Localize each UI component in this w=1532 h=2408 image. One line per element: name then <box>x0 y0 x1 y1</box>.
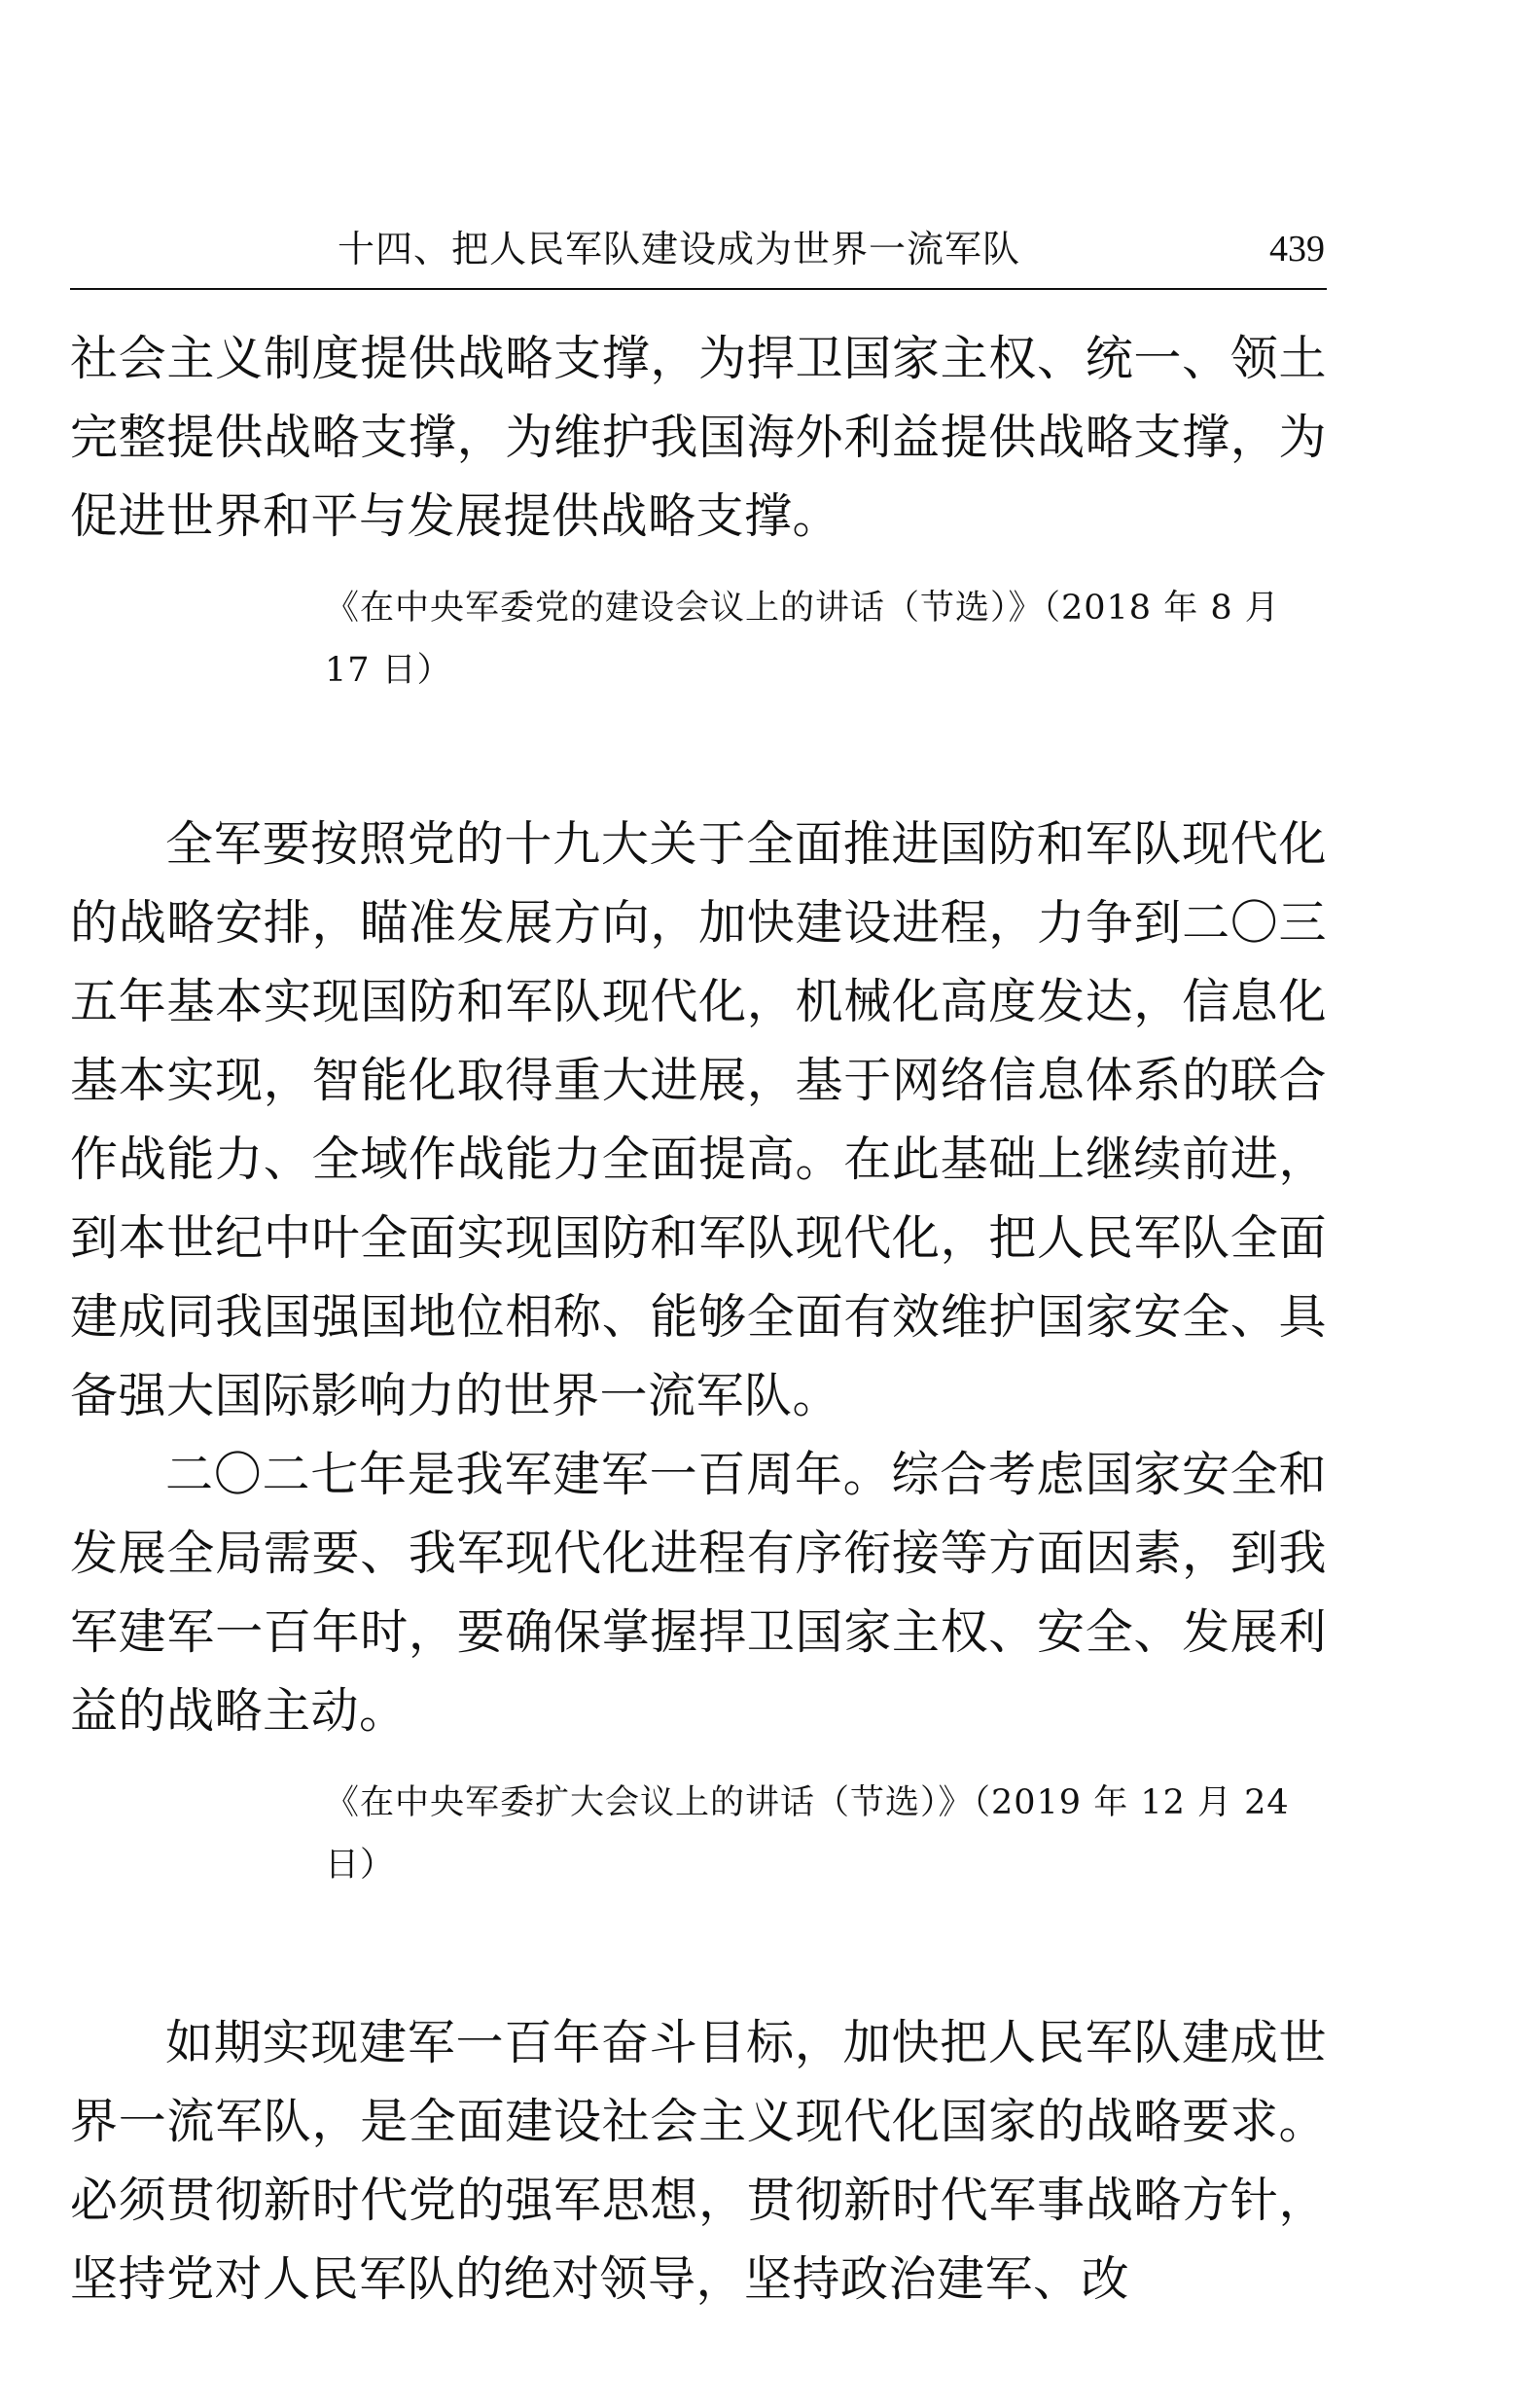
body-paragraph-1: 社会主义制度提供战略支撑，为捍卫国家主权、统一、领土完整提供战略支撑，为维护我国海外利益提供战略支撑，为促进世界和平与发展提供战略支撑。 <box>70 331 1327 544</box>
section-spacing-2 <box>70 1896 1327 2003</box>
body-paragraph-2: 全军要按照党的十九大关于全面推进国防和军队现代化的战略安排，瞄准发展方向，加快建设进程，力争到二〇三五年基本实现国防和军队现代化，机械化高度发达，信息化基本实现，智能化取得重大进展，基于网络信息体系的联合作战能力、全域作战能力全面提高。在此基础上继续前进，到本世纪中叶全面实现国防和军队现代化，把人民军队全面建成同我国强国地位相称、能够全面有效维护国家安全、具备强大国际影响力的世界一流军队。 <box>70 816 1327 1423</box>
running-header <box>70 222 1325 284</box>
source-citation-2: 《在中央军委扩大会议上的讲话（节选）》（2019 年 12 月 24 日） <box>325 1783 1290 1885</box>
body-paragraph-4: 如期实现建军一百年奋斗目标，加快把人民军队建成世界一流军队，是全面建设社会主义现代化国家的战略要求。必须贯彻新时代党的强军思想，贯彻新时代军事战略方针，坚持党对人民军队的绝对领导，坚持政治建军、改 <box>70 2015 1327 2307</box>
page-number: 439 <box>1269 229 1325 270</box>
source-citation-1: 《在中央军委党的建设会议上的讲话（节选）》（2018 年 8 月 17 日） <box>325 589 1280 690</box>
body-paragraph-3: 二〇二七年是我军建军一百周年。综合考虑国家安全和发展全局需要、我军现代化进程有序衔接等方面因素，到我军建军一百年时，要确保掌握捍卫国家主权、安全、发展利益的战略主动。 <box>70 1447 1327 1739</box>
chapter-title: 十四、把人民军队建设成为世界一流军队 <box>338 228 1021 270</box>
page-content <box>70 319 1327 2318</box>
header-divider <box>70 288 1327 290</box>
section-spacing-1 <box>70 701 1327 805</box>
